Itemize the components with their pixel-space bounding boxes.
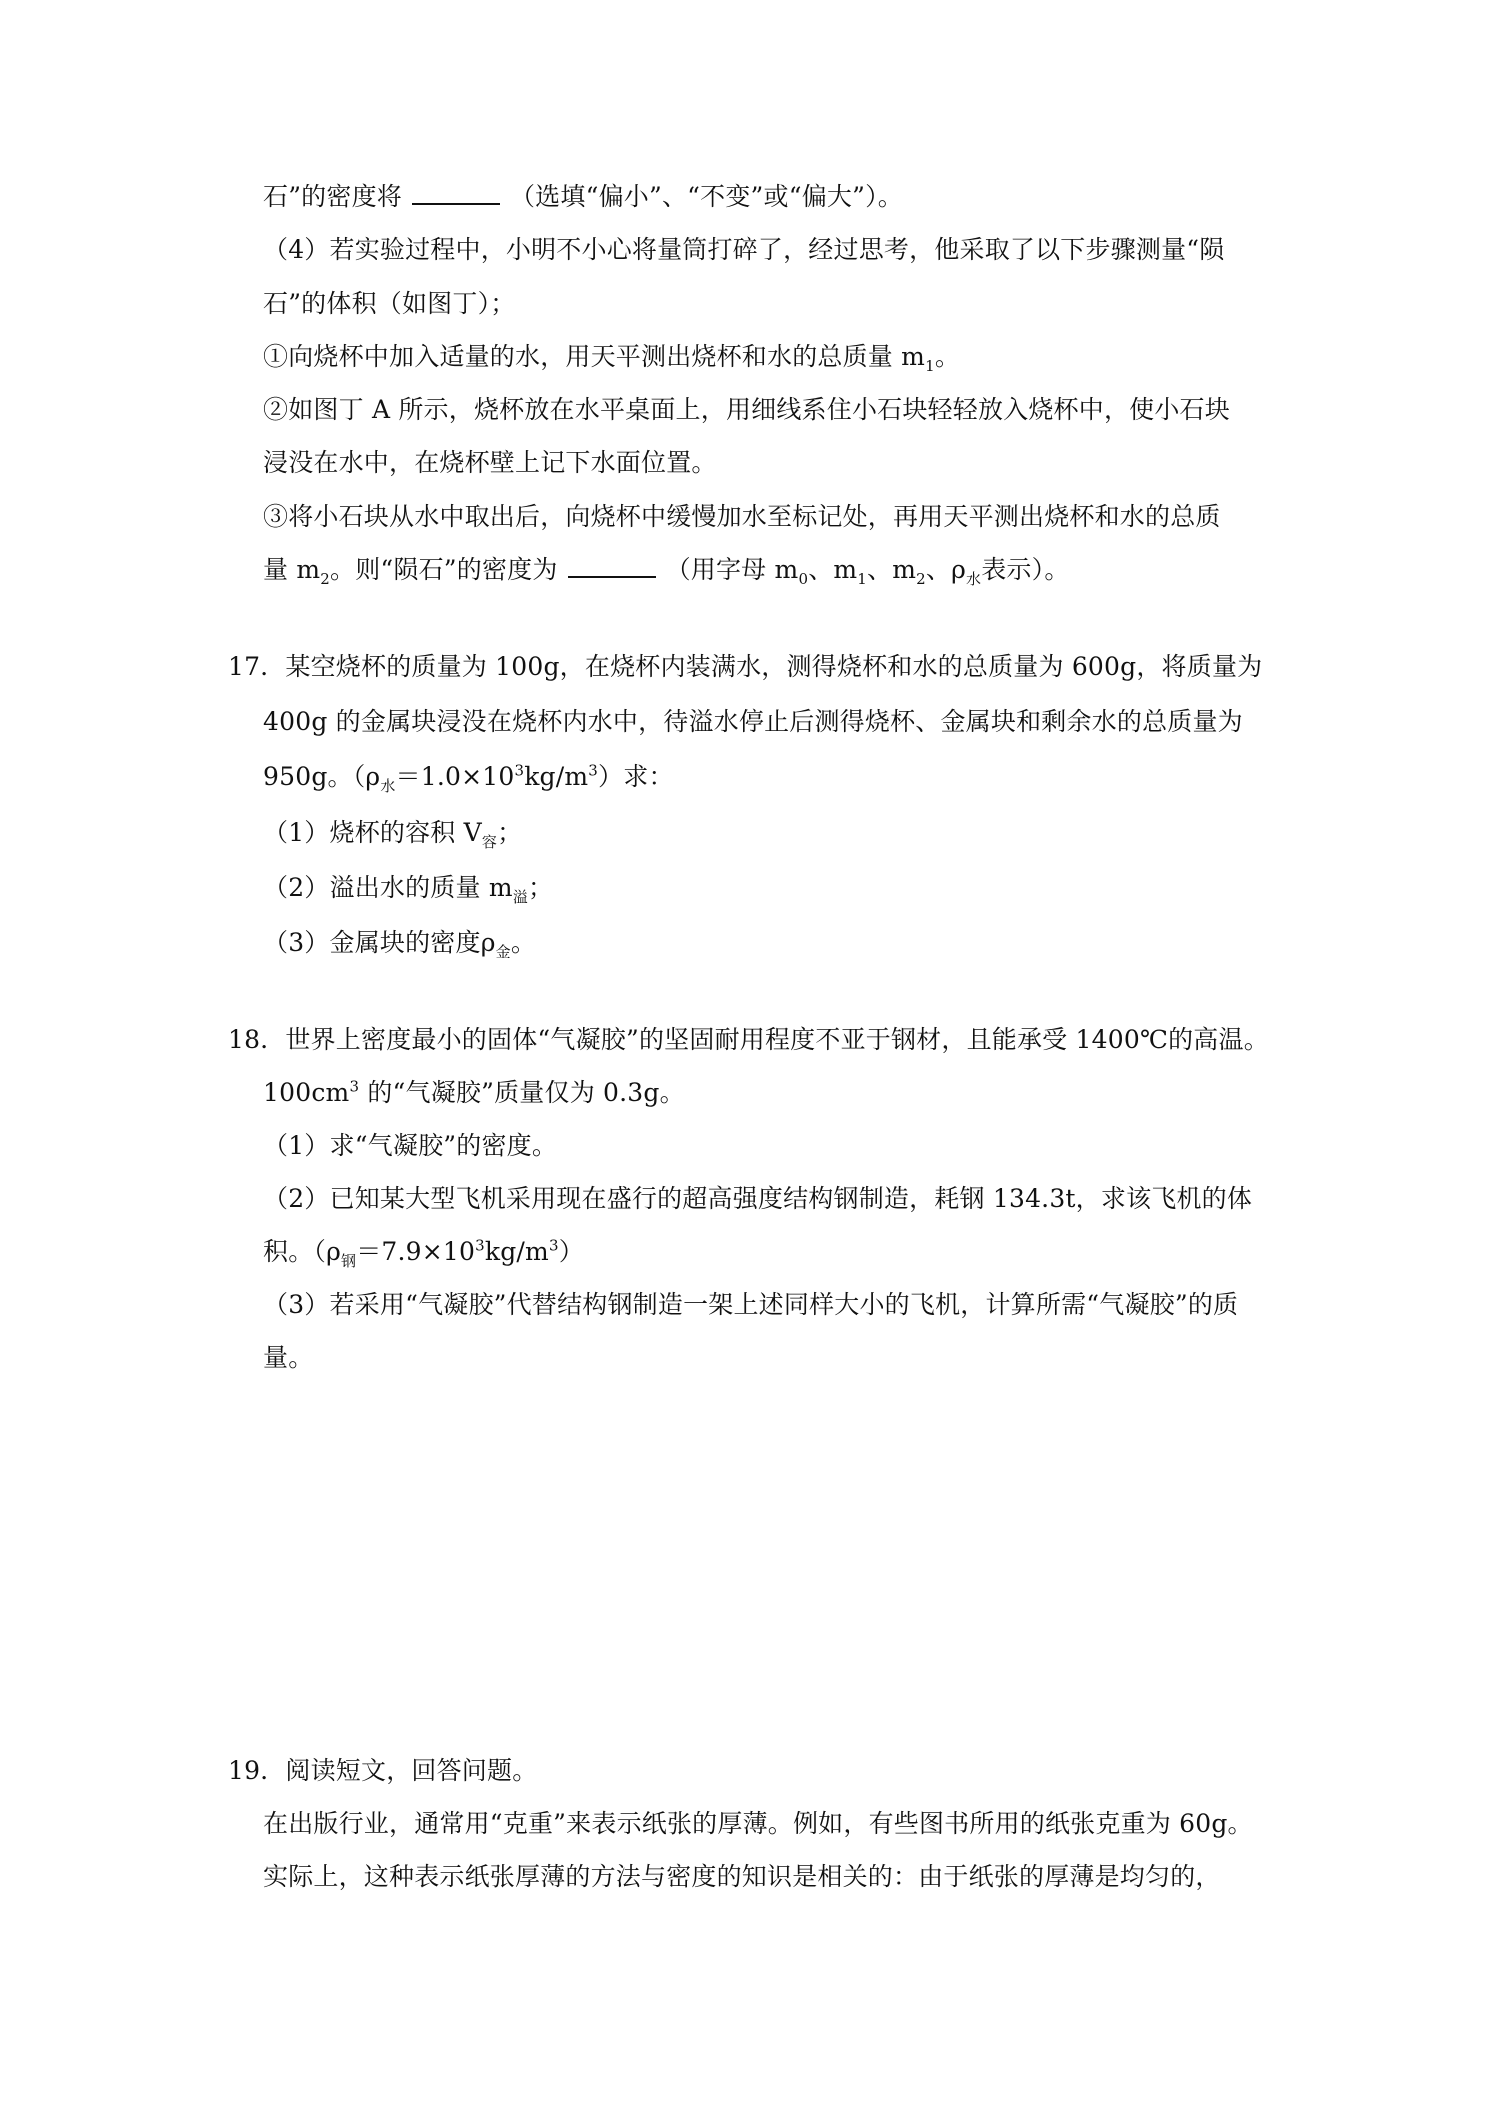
subscript: 容	[481, 833, 498, 851]
subscript: 0	[798, 570, 809, 588]
text-segment: 表示）。	[981, 555, 1070, 584]
q18-part-1: （1）求“气凝胶”的密度。	[263, 1131, 558, 1160]
q16-line-1	[263, 180, 903, 214]
text-segment: 100cm	[263, 1078, 350, 1107]
text-segment: ）求：	[598, 762, 674, 791]
text-segment: 、m	[808, 555, 858, 584]
text-segment: （用字母 m	[665, 555, 799, 584]
q17-stem-line-1: 17．某空烧杯的质量为 100g，在烧杯内装满水，测得烧杯和水的总质量为 600g，将质量为	[228, 652, 1263, 681]
q17-stem-line-2: 400g 的金属块浸没在烧杯内水中，待溢水停止后测得烧杯、金属块和剩余水的总质量为	[263, 707, 1243, 736]
text-segment: 的“气凝胶”质量仅为 0.3g。	[359, 1078, 685, 1107]
q16-step-2: ②如图丁 A 所示，烧杯放在水平桌面上，用细线系住小石块轻轻放入烧杯中，使小石块	[263, 395, 1230, 424]
q16-part-4-cont: 石”的体积（如图丁）；	[263, 289, 516, 318]
q18-part-3: （3）若采用“气凝胶”代替结构钢制造一架上述同样大小的飞机，计算所需“气凝胶”的质	[263, 1290, 1239, 1319]
text-segment: （选填“偏小”、“不变”或“偏大”）。	[509, 182, 903, 211]
subscript: 水	[966, 570, 982, 588]
text-segment: kg/m	[484, 1237, 549, 1266]
text-segment: ＝1.0×10	[395, 762, 515, 791]
subscript: 2	[320, 570, 331, 588]
q18-stem-line-1: 18．世界上密度最小的固体“气凝胶”的坚固耐用程度不亚于钢材，且能承受 1400℃的高温。	[228, 1025, 1269, 1054]
superscript: 3	[475, 1236, 485, 1255]
text-segment: （2）溢出水的质量 m	[263, 873, 513, 902]
text-segment: ＝7.9×10	[356, 1237, 476, 1266]
q16-step-3: ③将小石块从水中取出后，向烧杯中缓慢加水至标记处，再用天平测出烧杯和水的总质	[263, 502, 1221, 531]
text-segment: 、ρ	[925, 555, 967, 584]
subscript: 钢	[341, 1252, 357, 1270]
q17-part-1	[263, 816, 522, 850]
superscript: 3	[588, 761, 599, 780]
text-segment: 。则“陨石”的密度为	[330, 555, 558, 584]
q16-step-3-cont	[263, 553, 1070, 587]
q19-stem-line-1: 19．阅读短文，回答问题。	[228, 1756, 538, 1785]
text-segment: 、m	[867, 555, 917, 584]
subscript: 金	[495, 943, 511, 961]
subscript: 溢	[512, 888, 528, 906]
q17-part-2	[263, 871, 553, 905]
q16-part-4: （4）若实验过程中，小明不小心将量筒打碎了，经过思考，他采取了以下步骤测量“陨	[263, 235, 1225, 264]
subscript: 1	[857, 570, 868, 588]
text-segment: ①向烧杯中加入适量的水，用天平测出烧杯和水的总质量 m	[263, 342, 926, 371]
superscript: 3	[514, 761, 525, 780]
subscript: 2	[916, 570, 926, 588]
q17-stem-line-3	[263, 760, 674, 794]
q19-passage-line-2: 实际上，这种表示纸张厚薄的方法与密度的知识是相关的：由于纸张的厚薄是均匀的，	[263, 1862, 1221, 1891]
text-segment: 。	[510, 928, 537, 957]
text-segment: 量 m	[263, 555, 321, 584]
q16-step-1	[263, 340, 960, 374]
q18-stem-line-2	[263, 1076, 685, 1110]
answer-blank	[568, 554, 656, 578]
text-segment: 950g。（ρ	[263, 762, 381, 791]
text-segment: （1）烧杯的容积 V	[263, 818, 482, 847]
q17-part-3	[263, 926, 536, 960]
subscript: 1	[925, 357, 935, 375]
answer-blank	[412, 181, 500, 205]
text-segment: ；	[497, 818, 523, 847]
text-segment: （3）金属块的密度ρ	[263, 928, 496, 957]
q18-part-2: （2）已知某大型飞机采用现在盛行的超高强度结构钢制造，耗钢 134.3t，求该飞机的体	[263, 1184, 1253, 1213]
q18-part-2-cont	[263, 1235, 584, 1269]
superscript: 3	[349, 1077, 360, 1096]
text-segment: 石”的密度将	[263, 182, 402, 211]
text-segment: kg/m	[524, 762, 589, 791]
text-segment: ）	[558, 1237, 584, 1266]
text-segment: 。	[934, 342, 961, 371]
subscript: 水	[380, 777, 396, 795]
q19-passage-line-1: 在出版行业，通常用“克重”来表示纸张的厚薄。例如，有些图书所用的纸张克重为 60g。	[263, 1809, 1253, 1838]
q16-step-2-cont: 浸没在水中，在烧杯壁上记下水面位置。	[263, 448, 717, 477]
q18-part-3-cont: 量。	[263, 1343, 314, 1372]
superscript: 3	[548, 1236, 559, 1255]
text-segment: 积。（ρ	[263, 1237, 341, 1266]
text-segment: ；	[527, 873, 554, 902]
